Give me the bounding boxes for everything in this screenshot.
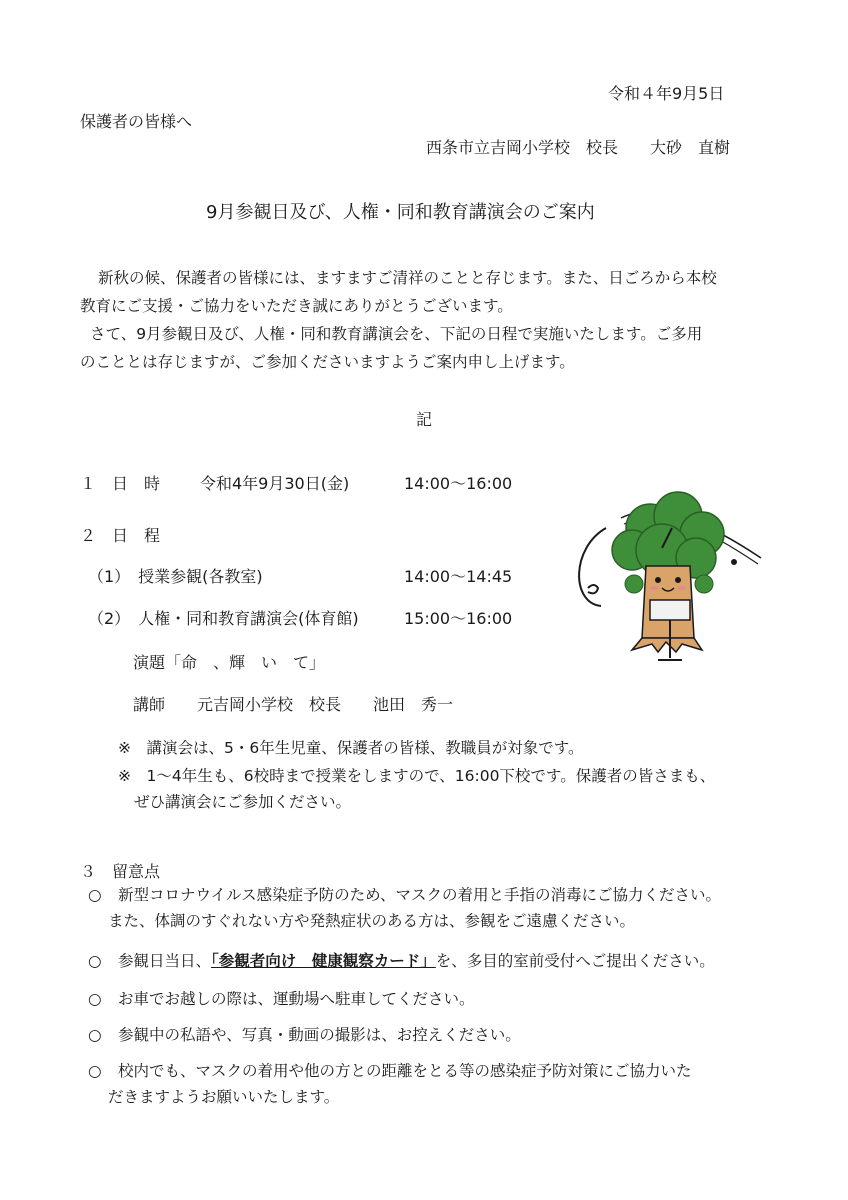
note-2: ※ 1～4年生も、6校時まで授業をしますので、16:00下校です。保護者の皆さまも、: [118, 767, 716, 785]
schedule-item-1-time: 14:00～14:45: [404, 567, 513, 586]
intro-line: さて、9月参観日及び、人権・同和教育講演会を、下記の日程で実施いたします。ご多用: [90, 325, 703, 343]
lecture-topic: 演題「命 、輝 い て」: [133, 653, 326, 672]
notice-item: [88, 882, 788, 934]
notice-text: お車でお越しの際は、運動場へ駐車してください。: [118, 990, 475, 1008]
addressee: 保護者の皆様へ: [80, 112, 193, 131]
intro-line: のこととは存じますが、ご参加くださいますようご案内申し上げます。: [80, 353, 575, 371]
circle-bullet-icon: ○: [88, 1026, 102, 1044]
notice-text: 校内でも、マスクの着用や他の方との距離をとる等の感染症予防対策にご協力いた: [118, 1062, 692, 1080]
circle-bullet-icon: ○: [88, 1062, 102, 1080]
sender: 西条市立吉岡小学校 校長 大砂 直樹: [426, 138, 731, 157]
section-2-label: ２ 日 程: [80, 526, 161, 545]
circle-bullet-icon: ○: [88, 990, 102, 1008]
notice-text: を、多目的室前受付へご提出ください。: [435, 952, 715, 970]
health-check-card-label: 「参観者向け 健康観察カード」: [211, 952, 436, 970]
schedule-item-1: （1） 授業参観(各教室): [88, 567, 263, 586]
note-2-continued: ぜひ講演会にご参加ください。: [134, 793, 352, 811]
notice-item: [88, 986, 788, 1012]
schedule-item-2: （2） 人権・同和教育講演会(体育館): [88, 609, 359, 628]
notice-text: 新型コロナウイルス感染症予防のため、マスクの着用と手指の消毒にご協力ください。: [118, 886, 721, 904]
document-date: 令和４年9月5日: [608, 84, 725, 103]
section-3-label: ３ 留意点: [80, 862, 161, 881]
lecturer: 講師 元吉岡小学校 校長 池田 秀一: [133, 695, 454, 714]
notice-text: 参観中の私語や、写真・動画の撮影は、お控えください。: [118, 1026, 521, 1044]
notice-item: [88, 948, 788, 974]
ki-heading: 記: [416, 410, 433, 429]
notice-text: だきますようお願いいたします。: [108, 1088, 340, 1106]
intro-paragraph: [80, 264, 780, 376]
event-time: 14:00～16:00: [404, 474, 513, 493]
notice-item: [88, 1022, 788, 1048]
intro-line: 教育にご支援・ご協力をいただき誠にありがとうございます。: [80, 297, 513, 315]
tree-mascot-illustration: [566, 488, 766, 668]
notice-text: また、体調のすぐれない方や発熱症状のある方は、参観をご遠慮ください。: [108, 912, 636, 930]
notice-item: [88, 1058, 788, 1110]
intro-line: 新秋の候、保護者の皆様には、ますますご清祥のことと存じます。また、日ごろから本校: [98, 269, 717, 287]
circle-bullet-icon: ○: [88, 886, 102, 904]
circle-bullet-icon: ○: [88, 952, 102, 970]
section-1-label: １ 日 時: [80, 474, 161, 493]
note-1: ※ 講演会は、5・6年生児童、保護者の皆様、教職員が対象です。: [118, 739, 584, 757]
schedule-item-2-time: 15:00～16:00: [404, 609, 513, 628]
notice-text: 参観日当日、: [118, 952, 212, 970]
document-title: 9月参観日及び、人権・同和教育講演会のご案内: [206, 202, 595, 223]
event-date: 令和4年9月30日(金): [200, 474, 350, 493]
